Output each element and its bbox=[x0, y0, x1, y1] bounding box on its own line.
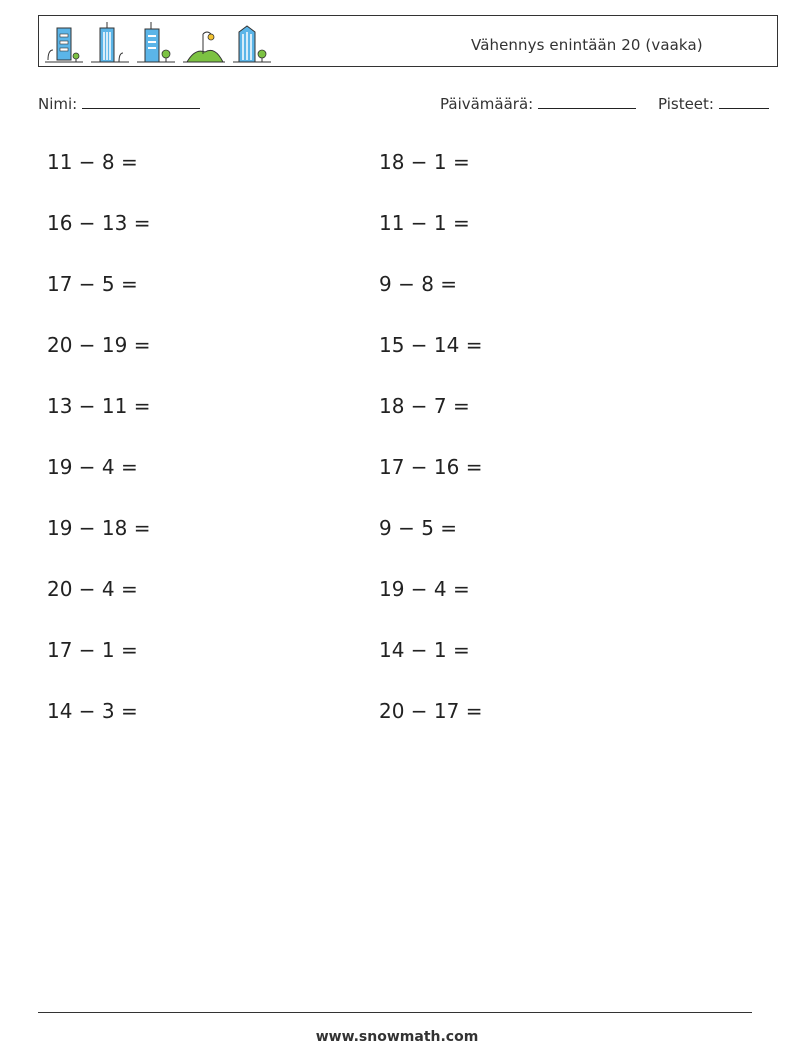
problem-left-1: 11 − 8 = bbox=[47, 150, 138, 174]
date-field bbox=[440, 94, 636, 113]
problem-left-5: 13 − 11 = bbox=[47, 394, 151, 418]
problem-left-10: 14 − 3 = bbox=[47, 699, 138, 723]
score-field bbox=[658, 94, 769, 113]
building-lamp-icon bbox=[45, 20, 83, 64]
problem-right-3: 9 − 8 = bbox=[379, 272, 458, 296]
problem-right-7: 9 − 5 = bbox=[379, 516, 458, 540]
score-label: Pisteet: bbox=[658, 95, 714, 113]
icon-strip bbox=[45, 20, 271, 64]
problem-right-5: 18 − 7 = bbox=[379, 394, 470, 418]
date-label: Päivämäärä: bbox=[440, 95, 534, 113]
header-box bbox=[38, 15, 778, 67]
footer-divider bbox=[38, 1012, 752, 1013]
building-tree-icon bbox=[137, 20, 175, 64]
name-blank[interactable] bbox=[82, 94, 200, 109]
tower-tree-icon bbox=[233, 20, 271, 64]
problem-right-9: 14 − 1 = bbox=[379, 638, 470, 662]
problem-right-6: 17 − 16 = bbox=[379, 455, 483, 479]
problem-left-4: 20 − 19 = bbox=[47, 333, 151, 357]
problem-left-8: 20 − 4 = bbox=[47, 577, 138, 601]
problem-left-6: 19 − 4 = bbox=[47, 455, 138, 479]
problem-left-3: 17 − 5 = bbox=[47, 272, 138, 296]
footer-url: www.snowmath.com bbox=[315, 1029, 479, 1045]
skyscraper-icon bbox=[91, 20, 129, 64]
park-lamp-icon bbox=[183, 20, 225, 64]
name-label: Nimi: bbox=[38, 95, 78, 113]
problem-right-1: 18 − 1 = bbox=[379, 150, 470, 174]
problem-right-4: 15 − 14 = bbox=[379, 333, 483, 357]
problem-left-7: 19 − 18 = bbox=[47, 516, 151, 540]
problem-left-2: 16 − 13 = bbox=[47, 211, 151, 235]
date-blank[interactable] bbox=[538, 94, 636, 109]
problem-left-9: 17 − 1 = bbox=[47, 638, 138, 662]
score-blank[interactable] bbox=[719, 94, 769, 109]
worksheet-title: Vähennys enintään 20 (vaaka) bbox=[471, 36, 703, 54]
problem-right-2: 11 − 1 = bbox=[379, 211, 470, 235]
problem-right-10: 20 − 17 = bbox=[379, 699, 483, 723]
problem-right-8: 19 − 4 = bbox=[379, 577, 470, 601]
name-field bbox=[38, 94, 200, 113]
